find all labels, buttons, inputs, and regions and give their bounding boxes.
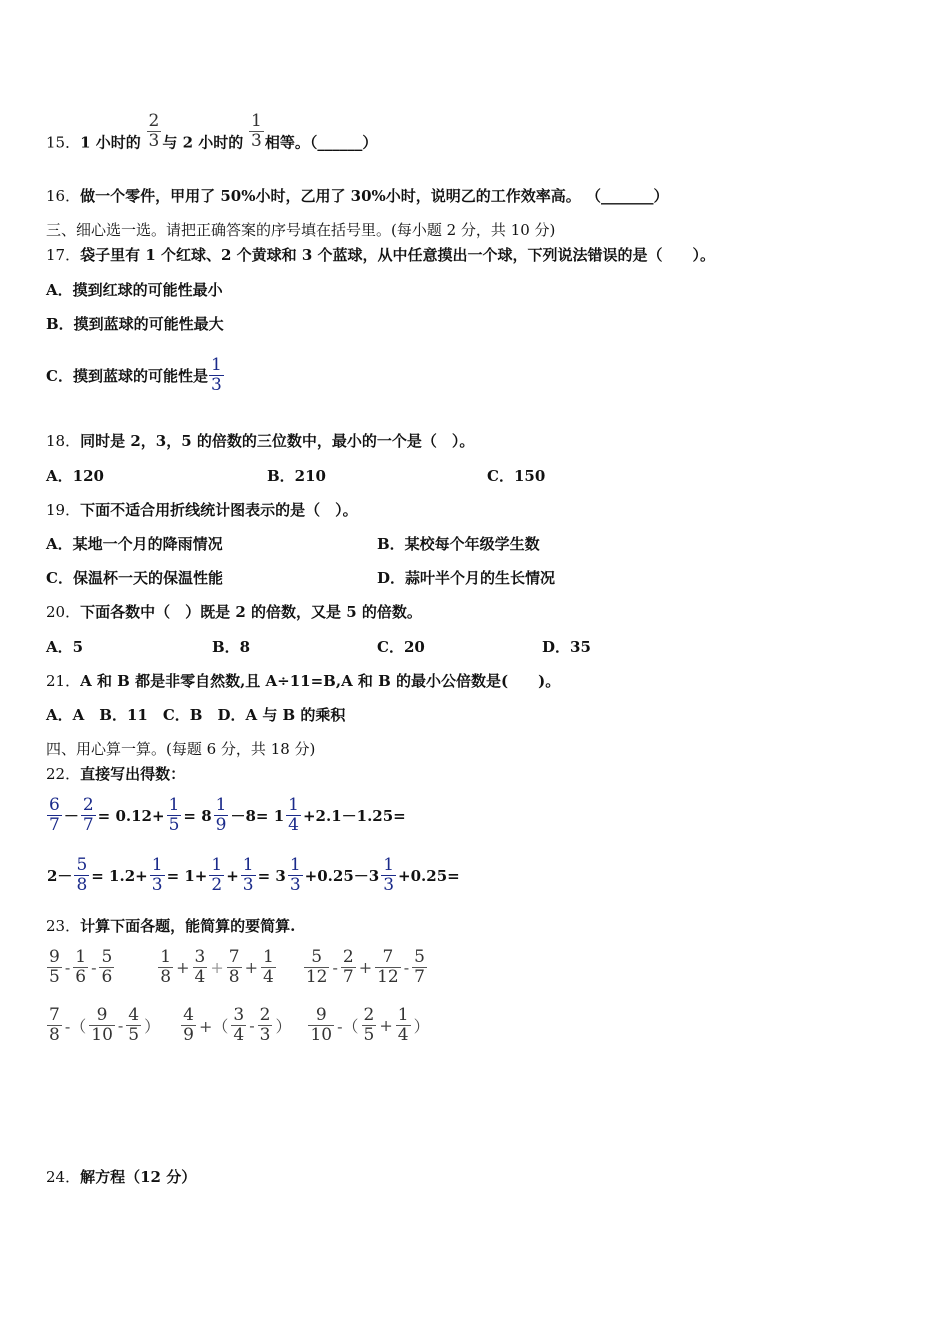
fraction: $\frac{2}{3}$ xyxy=(148,111,160,151)
question-text: A 和 B 都是非零自然数,且 A÷11=B,A 和 B 的最小公倍数是( )。 xyxy=(80,672,561,690)
fraction: $\frac{1}{4}$ xyxy=(397,1005,409,1045)
question-text: 做一个零件，甲用了 50%小时，乙用了 30%小时，说明乙的工作效率高。 （_______） xyxy=(80,187,669,205)
fraction: $\frac{1}{3}$ xyxy=(289,855,301,895)
question-number: 20． xyxy=(46,603,81,621)
question-number: 21． xyxy=(46,672,81,690)
q17-option-a: A．摸到红球的可能性最小 xyxy=(46,281,223,299)
q22-expression-row-1: $\frac{6}{7}$ － $\frac{2}{7}$ = 0.12+ $\frac{1}{5}$ = 8 $\frac{1}{9}$ －8= 1 $\frac{1}{4}$ +2.1－1.25= xyxy=(49,795,406,835)
question-number: 16． xyxy=(46,187,81,205)
question-text: 解方程（12 分） xyxy=(80,1168,197,1186)
fraction: $\frac{1}{3}$ xyxy=(151,855,163,895)
fraction: $\frac{1}{5}$ xyxy=(168,795,180,835)
q15-text-2: 与 2 小时的 xyxy=(162,133,244,152)
q17-option-c xyxy=(46,356,225,395)
question-20 xyxy=(46,602,422,622)
q23-expression-row-2: $\frac{7}{8}$ -（ $\frac{9}{10}$ - $\frac{4}{5}$ ） $\frac{4}{9}$ +（ $\frac{3}{4}$ - $\frac{2}{3}$ ） $\frac{9}{10}$ -（ $\frac{2}{5}$ + $\frac{1}{4}$ ） xyxy=(49,1005,430,1045)
question-text: 袋子里有 1 个红球、2 个黄球和 3 个蓝球，从中任意摸出一个球，下列说法错误的是（ ）。 xyxy=(80,246,716,264)
fraction: $\frac{9}{10}$ xyxy=(91,1005,113,1045)
fraction: $\frac{5}{12}$ xyxy=(305,947,328,987)
question-text: 同时是 2，3，5 的倍数的三位数中，最小的一个是（ ）。 xyxy=(80,432,475,450)
fraction: $\frac{5}{8}$ xyxy=(76,855,88,895)
q20-option-d: D．35 xyxy=(542,638,591,656)
fraction: $\frac{1}{4}$ xyxy=(288,795,299,835)
question-19 xyxy=(46,500,358,520)
fraction: $\frac{9}{10}$ xyxy=(310,1005,333,1045)
fraction: $\frac{5}{6}$ xyxy=(101,947,113,987)
section-4-title: 四、用心算一算。(每题 6 分，共 18 分) xyxy=(46,740,316,758)
question-number: 15． xyxy=(46,133,81,152)
question-18 xyxy=(46,431,474,451)
fraction: $\frac{1}{9}$ xyxy=(215,795,227,835)
option-text: C．摸到蓝球的可能性是 xyxy=(46,366,208,385)
question-number: 19． xyxy=(46,501,81,519)
question-15 xyxy=(46,111,378,163)
fraction: $\frac{1}{3}$ xyxy=(242,855,254,895)
fraction: $\frac{6}{7}$ xyxy=(49,795,60,835)
fraction: $\frac{2}{7}$ xyxy=(82,795,94,835)
fraction: $\frac{1}{2}$ xyxy=(211,855,223,895)
fraction: $\frac{7}{12}$ xyxy=(377,947,399,987)
q18-option-b: B．210 xyxy=(267,467,326,485)
fraction: $\frac{7}{8}$ xyxy=(49,1005,60,1045)
fraction: $\frac{2}{7}$ xyxy=(342,947,354,987)
question-number: 17． xyxy=(46,246,81,264)
fraction: $\frac{3}{4}$ xyxy=(233,1005,245,1045)
fraction: $\frac{1}{8}$ xyxy=(160,947,172,987)
q20-option-a: A．5 xyxy=(46,638,84,656)
question-21 xyxy=(46,671,560,691)
fraction: $\frac{9}{5}$ xyxy=(49,947,60,987)
fraction: $\frac{7}{8}$ xyxy=(228,947,240,987)
fraction: $\frac{2}{3}$ xyxy=(259,1005,271,1045)
q19-option-a: A．某地一个月的降雨情况 xyxy=(46,535,223,553)
question-number: 24． xyxy=(46,1168,81,1186)
q19-option-b: B．某校每个年级学生数 xyxy=(377,535,540,553)
q23-expression-row-1: $\frac{9}{5}$ - $\frac{1}{6}$ - $\frac{5}{6}$ $\frac{1}{8}$ + $\frac{3}{4}$ + $\frac{7}{8}$ + $\frac{1}{4}$ $\frac{5}{12}$ - $\frac{2}{7}$ + $\frac{7}{12}$ - $\frac{5}{7}$ xyxy=(49,947,425,987)
question-text: 直接写出得数： xyxy=(80,765,186,783)
fraction: $\frac{2}{5}$ xyxy=(363,1005,375,1045)
question-22 xyxy=(46,764,185,784)
q17-option-b: B．摸到蓝球的可能性最大 xyxy=(46,315,224,333)
fraction: $\frac{1}{6}$ xyxy=(75,947,87,987)
fraction: $\frac{3}{4}$ xyxy=(194,947,206,987)
fraction: $\frac{4}{5}$ xyxy=(128,1005,140,1045)
question-text: 下面各数中（ ）既是 2 的倍数，又是 5 的倍数。 xyxy=(80,603,422,621)
q21-options: A．A B．11 C．B D．A 与 B 的乘积 xyxy=(46,706,346,724)
q15-text-1: 1 小时的 xyxy=(80,133,141,152)
q18-option-c: C．150 xyxy=(487,467,546,485)
fraction: $\frac{1}{3}$ xyxy=(210,355,222,395)
fraction: $\frac{5}{7}$ xyxy=(414,947,425,987)
question-23 xyxy=(46,916,295,936)
q15-text-3: 相等。（______） xyxy=(264,133,378,152)
question-17 xyxy=(46,245,715,265)
question-number: 22． xyxy=(46,765,81,783)
q19-option-c: C．保温杯一天的保温性能 xyxy=(46,569,223,587)
q22-expression-row-2: 2－ $\frac{5}{8}$ = 1.2+ $\frac{1}{3}$ = 1+ $\frac{1}{2}$ + $\frac{1}{3}$ = 3 $\frac{1}{3}$ +0.25－3 $\frac{1}{3}$ +0.25= xyxy=(47,855,460,895)
q18-option-a: A．120 xyxy=(46,467,104,485)
question-16 xyxy=(46,186,669,206)
fraction: $\frac{4}{9}$ xyxy=(183,1005,194,1045)
question-number: 18． xyxy=(46,432,81,450)
question-number: 23． xyxy=(46,917,81,935)
fraction: $\frac{1}{3}$ xyxy=(251,111,262,151)
question-text: 计算下面各题，能简算的要简算. xyxy=(80,917,296,935)
q20-option-c: C．20 xyxy=(377,638,425,656)
section-3-title: 三、细心选一选。请把正确答案的序号填在括号里。(每小题 2 分，共 10 分) xyxy=(46,221,556,239)
q19-option-d: D．蒜叶半个月的生长情况 xyxy=(377,569,556,587)
fraction: $\frac{1}{4}$ xyxy=(263,947,274,987)
question-24 xyxy=(46,1167,196,1187)
q20-option-b: B．8 xyxy=(212,638,251,656)
fraction: $\frac{1}{3}$ xyxy=(383,855,395,895)
question-text: 下面不适合用折线统计图表示的是（ ）。 xyxy=(80,501,358,519)
